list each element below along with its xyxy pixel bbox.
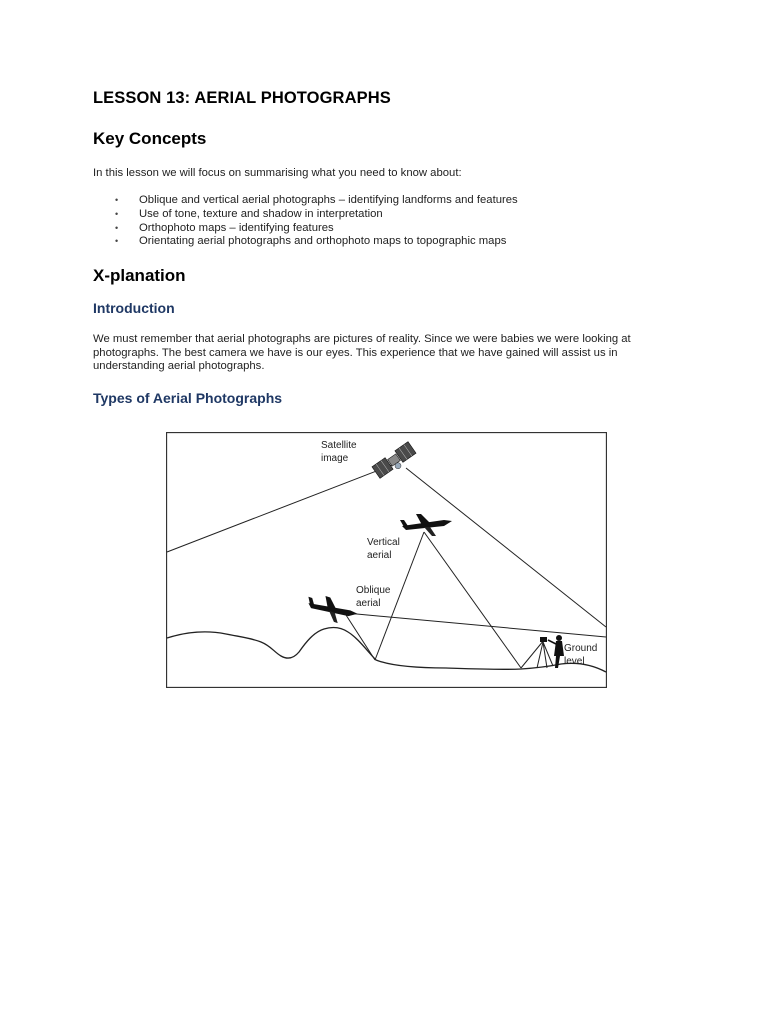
satellite-label-line1: Satellite (321, 440, 357, 451)
key-concepts-heading: Key Concepts (93, 129, 207, 148)
vertical-label-line2: aerial (367, 550, 392, 561)
introduction-heading: Introduction (93, 300, 175, 316)
oblique-label-line2: aerial (356, 598, 381, 609)
ground-label-line1: Ground (564, 643, 598, 654)
list-item-text: Orthophoto maps – identifying features (139, 221, 334, 234)
bullet-icon: • (115, 195, 119, 205)
key-concepts-list (115, 194, 518, 249)
bullet-icon: • (115, 236, 119, 247)
introduction-paragraph: We must remember that aerial photographs are pictures of reality. Since we were babies we were looking at photographs. The best camera we have is our eyes. This experience that we have gained will assist us in understanding aerial photographs. (93, 333, 631, 373)
key-concepts-intro: In this lesson we will focus on summarising what you need to know about: (93, 167, 462, 179)
bullet-icon: • (115, 208, 119, 219)
vertical-label-line1: Vertical (367, 537, 400, 548)
list-item-text: Use of tone, texture and shadow in interpretation (139, 207, 383, 220)
lesson-title: LESSON 13: AERIAL PHOTOGRAPHS (93, 89, 391, 107)
xplanation-heading: X-planation (93, 266, 186, 285)
oblique-label-line1: Oblique (356, 585, 391, 596)
ground-label-line2: level (564, 656, 585, 667)
list-item-text: Oblique and vertical aerial photographs – identifying landforms and features (139, 194, 518, 206)
bullet-icon: • (115, 222, 119, 233)
list-item (115, 235, 518, 249)
list-item (115, 208, 518, 222)
aerial-photographs-diagram (166, 432, 607, 688)
list-item (115, 194, 518, 208)
list-item (115, 222, 518, 236)
types-heading: Types of Aerial Photographs (93, 390, 283, 406)
satellite-label-line2: image (321, 453, 349, 464)
list-item-text: Orientating aerial photographs and orthophoto maps to topographic maps (139, 235, 507, 248)
